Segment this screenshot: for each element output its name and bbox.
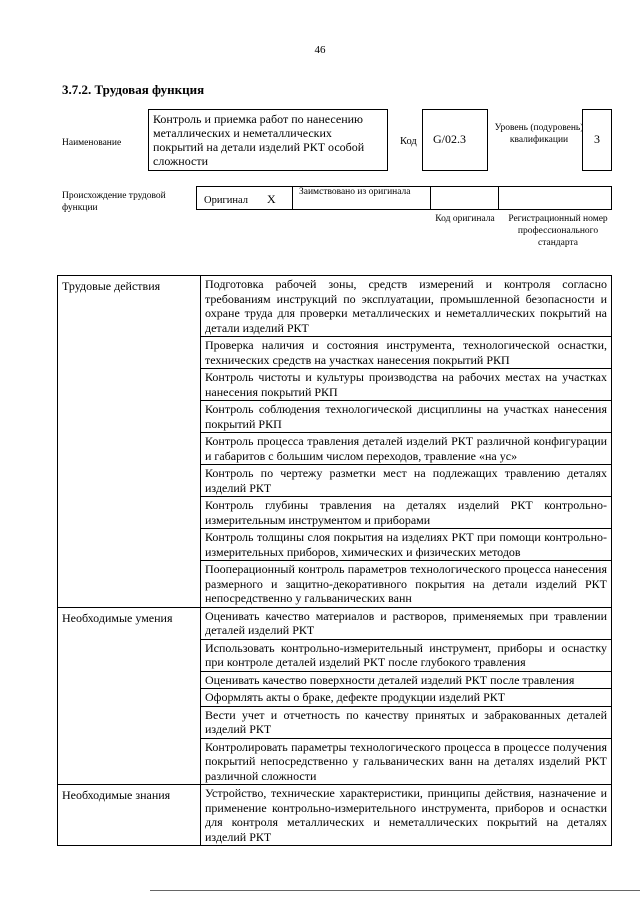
original-label: Оригинал bbox=[204, 195, 248, 206]
list-item: Контроль глубины травления на деталях изделий РКТ контрольно-измерительным инструментом и приборами bbox=[201, 497, 612, 529]
qualification-level: 3 bbox=[582, 109, 612, 171]
function-code: G/02.3 bbox=[422, 109, 488, 171]
labor-functions-table bbox=[57, 275, 612, 846]
list-item: Контроль соблюдения технологической дисциплины на участках нанесения покрытий РКП bbox=[201, 401, 612, 433]
list-item: Контроль толщины слоя покрытия на изделиях РКТ при помощи контрольно-измерительных приборов, химических и физических методов bbox=[201, 529, 612, 561]
origin-label: Происхождение трудовой функции bbox=[62, 191, 166, 213]
table-row bbox=[58, 785, 612, 846]
section-category: Необходимые знания bbox=[58, 785, 201, 846]
section-category: Необходимые умения bbox=[58, 607, 201, 785]
bottom-rule bbox=[150, 890, 640, 891]
list-item: Пооперационный контроль параметров технологического процесса нанесения размерного и защитно-декоративного покрытия на детали изделий РКТ непосредственно у гальванических ванн bbox=[201, 561, 612, 608]
list-item: Оформлять акты о браке, дефекте продукции изделий РКТ bbox=[201, 689, 612, 707]
list-item: Устройство, технические характеристики, принципы действия, назначение и применение контрольно-измерительного инструмента, приборов и оснастки для контроля металлических и неметаллических покрытий на деталях изделий РКТ bbox=[201, 785, 612, 846]
list-item: Контролировать параметры технологического процесса в процессе получения покрытий непосредственно у гальванических ванн на деталях изделий РКТ различной сложности bbox=[201, 738, 612, 785]
section-title: 3.7.2. Трудовая функция bbox=[62, 82, 205, 97]
list-item: Подготовка рабочей зоны, средств измерений и контроля согласно требованиям инструкций по эксплуатации, промышленной безопасности и охране труда для проверки металлических и неметаллических покрытий на детали изделий РКТ bbox=[201, 276, 612, 337]
code-label: Код bbox=[400, 136, 417, 147]
list-item: Контроль по чертежу разметки мест на подлежащих травлению деталях изделий РКТ bbox=[201, 465, 612, 497]
level-label: Уровень (подуровень) квалификации bbox=[494, 123, 584, 145]
list-item: Использовать контрольно-измерительный инструмент, приборы и оснастку при контроле деталей изделий РКТ после глубокого травления bbox=[201, 639, 612, 671]
borrowed-label: Заимствовано из оригинала bbox=[299, 187, 411, 197]
table-row bbox=[58, 276, 612, 337]
function-name: Контроль и приемка работ по нанесению металлических и неметаллических покрытий на детали изделий РКТ особой сложности bbox=[148, 109, 388, 171]
code-of-original-label: Код оригинала bbox=[435, 214, 495, 224]
section-category: Трудовые действия bbox=[58, 276, 201, 608]
page-number: 46 bbox=[314, 44, 326, 56]
list-item: Контроль чистоты и культуры производства на рабочих местах на участках нанесения покрытий РКП bbox=[201, 369, 612, 401]
list-item: Проверка наличия и состояния инструмента, технологической оснастки, технических средств на участках нанесения покрытий РКП bbox=[201, 337, 612, 369]
name-label: Наименование bbox=[62, 138, 122, 148]
list-item: Контроль процесса травления деталей изделий РКТ различной конфигурации и габаритов с большим числом переходов, травление «на ус» bbox=[201, 433, 612, 465]
list-item: Вести учет и отчетность по качеству принятых и забракованных деталей изделий РКТ bbox=[201, 706, 612, 738]
original-mark: X bbox=[267, 192, 276, 206]
table-row bbox=[58, 607, 612, 639]
registration-number-label: Регистрационный номер профессионального стандарта bbox=[508, 214, 608, 248]
list-item: Оценивать качество поверхности деталей изделий РКТ после травления bbox=[201, 671, 612, 689]
origin-cell-code bbox=[431, 187, 499, 209]
list-item: Оценивать качество материалов и растворов, применяемых при травлении деталей изделий РКТ bbox=[201, 607, 612, 639]
